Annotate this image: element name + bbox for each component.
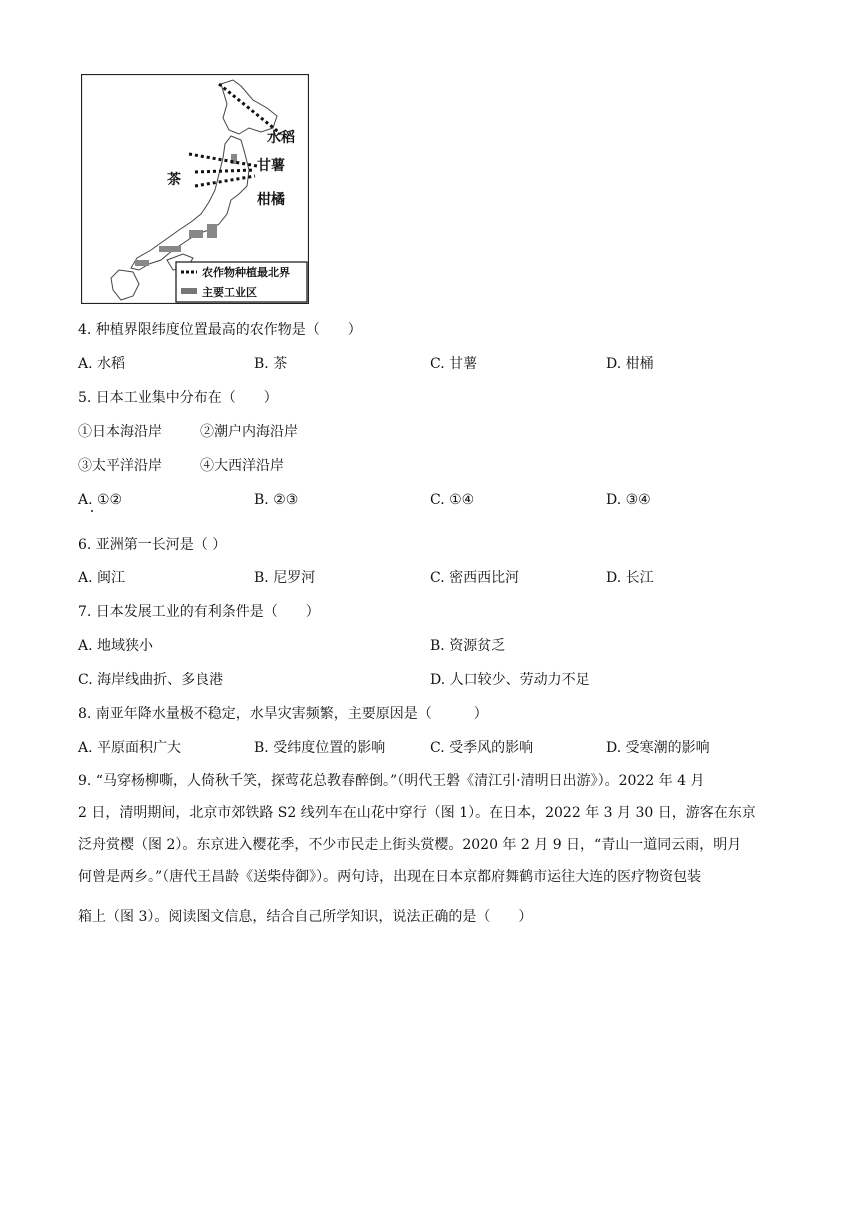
question-5-stem: 5. 日本工业集中分布在（ ） — [78, 390, 278, 406]
q6-option-a: A. 闽江 — [78, 570, 126, 586]
q7-option-b: B. 资源贫乏 — [430, 638, 506, 654]
q4-option-d: D. 柑桶 — [606, 356, 654, 372]
q4-option-c: C. 甘薯 — [430, 356, 478, 372]
q6-option-c: C. 密西西比河 — [430, 570, 520, 586]
question-8-stem: 8. 南亚年降水量极不稳定，水旱灾害频繁，主要原因是（ ） — [78, 706, 488, 722]
map-legend — [176, 262, 307, 302]
q7-option-d: D. 人口较少、劳动力不足 — [430, 672, 590, 688]
q4-option-b: B. 茶 — [254, 356, 288, 372]
q5-option-c: C. ①④ — [430, 492, 475, 508]
q5-statement-3: ③太平洋沿岸 — [78, 458, 162, 474]
label-sweet-potato: 甘薯 — [257, 158, 285, 174]
q5-option-d: D. ③④ — [606, 492, 651, 508]
question-9-line-4: 何曾是两乡。”（唐代王昌龄《送柴侍御》）。两句诗，出现在日本京都府舞鹤市运往大连的医疗物资包装 — [78, 869, 702, 885]
q8-option-d: D. 受寒潮的影响 — [606, 740, 710, 756]
q8-option-b: B. 受纬度位置的影响 — [254, 740, 386, 756]
q4-option-a: A. 水稻 — [78, 356, 126, 372]
legend-north-limit: 农作物种植最北界 — [202, 266, 290, 279]
question-4-stem: 4. 种植界限纬度位置最高的农作物是（ ） — [78, 322, 362, 338]
q5-option-a: A. ①② — [78, 492, 123, 508]
stray-dot — [91, 510, 93, 512]
label-citrus: 柑橘 — [257, 192, 285, 208]
question-9-line-5: 箱上（图 3）。阅读图文信息，结合自己所学知识，说法正确的是（ ） — [78, 909, 533, 925]
q5-statement-1: ①日本海沿岸 — [78, 424, 162, 440]
question-6-stem: 6. 亚洲第一长河是（ ） — [78, 537, 227, 553]
q8-option-a: A. 平原面积广大 — [78, 740, 182, 756]
legend-industrial-zone: 主要工业区 — [202, 286, 257, 299]
q6-option-b: B. 尼罗河 — [254, 570, 316, 586]
question-7-stem: 7. 日本发展工业的有利条件是（ ） — [78, 604, 320, 620]
q7-option-c: C. 海岸线曲折、多良港 — [78, 672, 224, 688]
q8-option-c: C. 受季风的影响 — [430, 740, 534, 756]
q7-option-a: A. 地域狭小 — [78, 638, 154, 654]
q5-option-b: B. ②③ — [254, 492, 299, 508]
q5-statement-2: ②潮户内海沿岸 — [200, 424, 298, 440]
label-rice: 水稻 — [267, 130, 295, 146]
question-9-line-1: 9. “马穿杨柳嘶，人倚秋千笑，探莺花总教春醉倒。”（明代王磐《清江引·清明日出游》）。2022 年 4 月 — [78, 773, 705, 789]
q6-option-d: D. 长江 — [606, 570, 654, 586]
label-tea: 茶 — [167, 172, 181, 188]
q5-statement-4: ④大西洋沿岸 — [200, 458, 284, 474]
question-9-line-2: 2 日，清明期间，北京市郊铁路 S2 线列车在山花中穿行（图 1）。在日本，2022 年 3 月 30 日，游客在东京 — [78, 805, 756, 821]
question-9-line-3: 泛舟赏樱（图 2）。东京进入樱花季，不少市民走上街头赏樱。2020 年 2 月 9 日，“青山一道同云雨，明月 — [78, 837, 742, 853]
japan-crop-map — [81, 74, 309, 304]
